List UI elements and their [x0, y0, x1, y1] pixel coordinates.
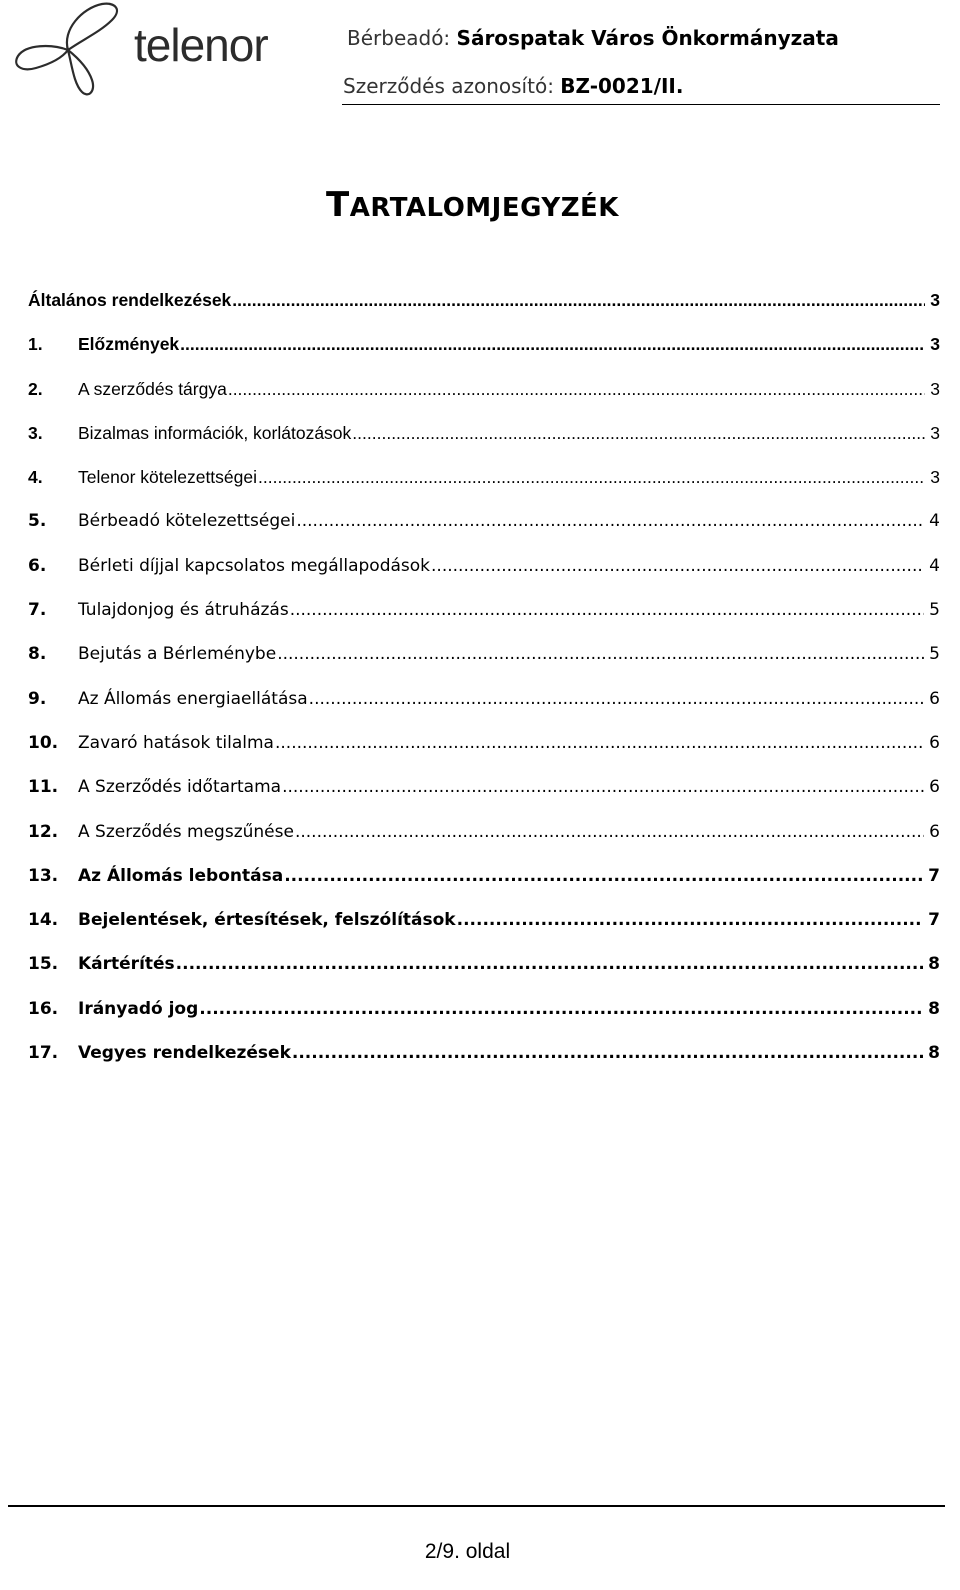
toc-entry-page: 6 [929, 821, 940, 842]
toc-entry-page: 6 [929, 777, 940, 798]
toc-entry-page: 8 [928, 954, 940, 975]
toc-entry-number: 17. [28, 1043, 59, 1064]
toc-entry[interactable] [28, 777, 940, 821]
toc-entry-page: 3 [930, 290, 940, 310]
toc-leader-dots [295, 822, 924, 842]
table-of-contents [28, 290, 940, 1087]
toc-entry-number: 16. [28, 998, 59, 1019]
toc-entry-text: Az Állomás lebontása [78, 865, 284, 886]
toc-entry-text: A szerződés tárgya [78, 378, 227, 399]
contract-id-value: BZ-0021/II. [560, 74, 684, 98]
logo-wordmark: telenor [134, 19, 268, 71]
toc-entry-page: 8 [928, 1043, 940, 1064]
toc-leader-dots [277, 644, 924, 664]
toc-entry-number: 7. [28, 600, 47, 621]
toc-entry-number: 1. [28, 334, 43, 355]
toc-entry-page: 4 [929, 511, 940, 532]
toc-entry-number: 14. [28, 910, 59, 931]
toc-leader-dots [275, 733, 924, 753]
toc-entry-text: Bejelentések, értesítések, felszólítások [78, 910, 456, 931]
toc-entry-page: 6 [929, 732, 940, 753]
toc-entry-text: Bérleti díjjal kapcsolatos megállapodások [78, 555, 431, 576]
toc-leader-dots [282, 777, 924, 797]
contract-id-label: Szerződés azonosító: [343, 74, 554, 98]
toc-entry[interactable] [28, 379, 940, 423]
toc-leader-dots [258, 467, 925, 488]
toc-leader-dots [180, 334, 925, 355]
toc-leader-dots [457, 910, 924, 930]
toc-entry[interactable] [28, 910, 940, 954]
toc-entry[interactable] [28, 600, 940, 644]
lessor-line [347, 26, 839, 50]
toc-entry-page: 4 [929, 555, 940, 576]
lessor-label: Bérbeadó: [347, 26, 451, 50]
toc-entry[interactable] [28, 511, 940, 555]
toc-entry-number: 6. [28, 555, 47, 576]
toc-leader-dots [431, 556, 924, 576]
toc-entry-number: 11. [28, 777, 59, 798]
toc-entry-text: Az Állomás energiaellátása [78, 688, 308, 709]
page-header [0, 0, 960, 108]
toc-leader-dots [176, 954, 923, 974]
toc-entry[interactable] [28, 290, 940, 334]
toc-leader-dots [292, 1043, 923, 1063]
toc-entry[interactable] [28, 334, 940, 378]
toc-entry-text: Vegyes rendelkezések [78, 1043, 291, 1064]
toc-entry[interactable] [28, 689, 940, 733]
footer-divider [8, 1505, 945, 1507]
toc-entry-number: 8. [28, 644, 47, 665]
toc-leader-dots [284, 866, 923, 886]
toc-entry-text: Előzmények [78, 334, 180, 355]
toc-entry-number: 9. [28, 688, 47, 709]
toc-entry[interactable] [28, 822, 940, 866]
page-number: 2/9. oldal [424, 1540, 511, 1563]
toc-entry-number: 4. [28, 467, 43, 488]
telenor-logo [12, 0, 268, 96]
toc-entry[interactable] [28, 556, 940, 600]
toc-entry[interactable] [28, 733, 940, 777]
toc-entry-number: 12. [28, 821, 59, 842]
toc-entry-page: 3 [930, 378, 940, 399]
toc-leader-dots [232, 290, 925, 311]
toc-entry[interactable] [28, 467, 940, 511]
toc-entry-text: Kártérítés [78, 954, 175, 975]
toc-entry-text: Bérbeadó kötelezettségei [78, 511, 296, 532]
toc-leader-dots [199, 999, 923, 1019]
toc-entry-text: Irányadó jog [78, 998, 199, 1019]
telenor-propeller-icon [12, 0, 142, 96]
toc-entry-text: A Szerződés megszűnése [78, 821, 294, 842]
header-divider [342, 104, 940, 105]
toc-entry[interactable] [28, 999, 940, 1043]
toc-leader-dots [290, 600, 924, 620]
toc-entry-page: 6 [929, 688, 940, 709]
toc-entry[interactable] [28, 423, 940, 467]
toc-entry[interactable] [28, 1043, 940, 1087]
toc-entry[interactable] [28, 644, 940, 688]
toc-leader-dots [352, 423, 925, 444]
toc-entry-text: Tulajdonjog és átruházás [78, 600, 289, 621]
toc-entry-page: 5 [929, 644, 940, 665]
toc-entry-text: Bejutás a Bérleménybe [78, 644, 277, 665]
toc-leader-dots [309, 689, 925, 709]
toc-leader-dots [296, 511, 924, 531]
toc-entry-page: 7 [928, 910, 940, 931]
lessor-value: Sárospatak Város Önkormányzata [456, 26, 839, 50]
toc-entry[interactable] [28, 954, 940, 998]
toc-entry-text: A Szerződés időtartama [78, 777, 282, 798]
toc-entry-number: 5. [28, 511, 47, 532]
toc-entry-page: 3 [930, 422, 940, 443]
toc-entry-page: 3 [930, 334, 940, 355]
toc-title-rest: ARTALOMJEGYZÉK [349, 193, 619, 223]
toc-entry-text: Telenor kötelezettségei [78, 467, 257, 488]
toc-entry-page: 3 [930, 467, 940, 488]
toc-entry-text: Zavaró hatások tilalma [78, 732, 274, 753]
toc-entry-page: 7 [928, 865, 940, 886]
toc-entry-text: Bizalmas információk, korlátozások [78, 422, 352, 443]
toc-entry-number: 13. [28, 865, 59, 886]
toc-entry-page: 5 [929, 600, 940, 621]
toc-entry-number: 15. [28, 954, 59, 975]
toc-entry-text: Általános rendelkezések [28, 290, 232, 310]
toc-entry-number: 10. [28, 732, 59, 753]
toc-title [0, 185, 945, 225]
toc-entry-page: 8 [928, 998, 940, 1019]
toc-title-initial: T [326, 185, 350, 225]
toc-entry[interactable] [28, 866, 940, 910]
contract-id-line [343, 74, 683, 98]
toc-entry-number: 3. [28, 422, 43, 443]
toc-entry-number: 2. [28, 378, 43, 399]
toc-leader-dots [228, 379, 925, 400]
